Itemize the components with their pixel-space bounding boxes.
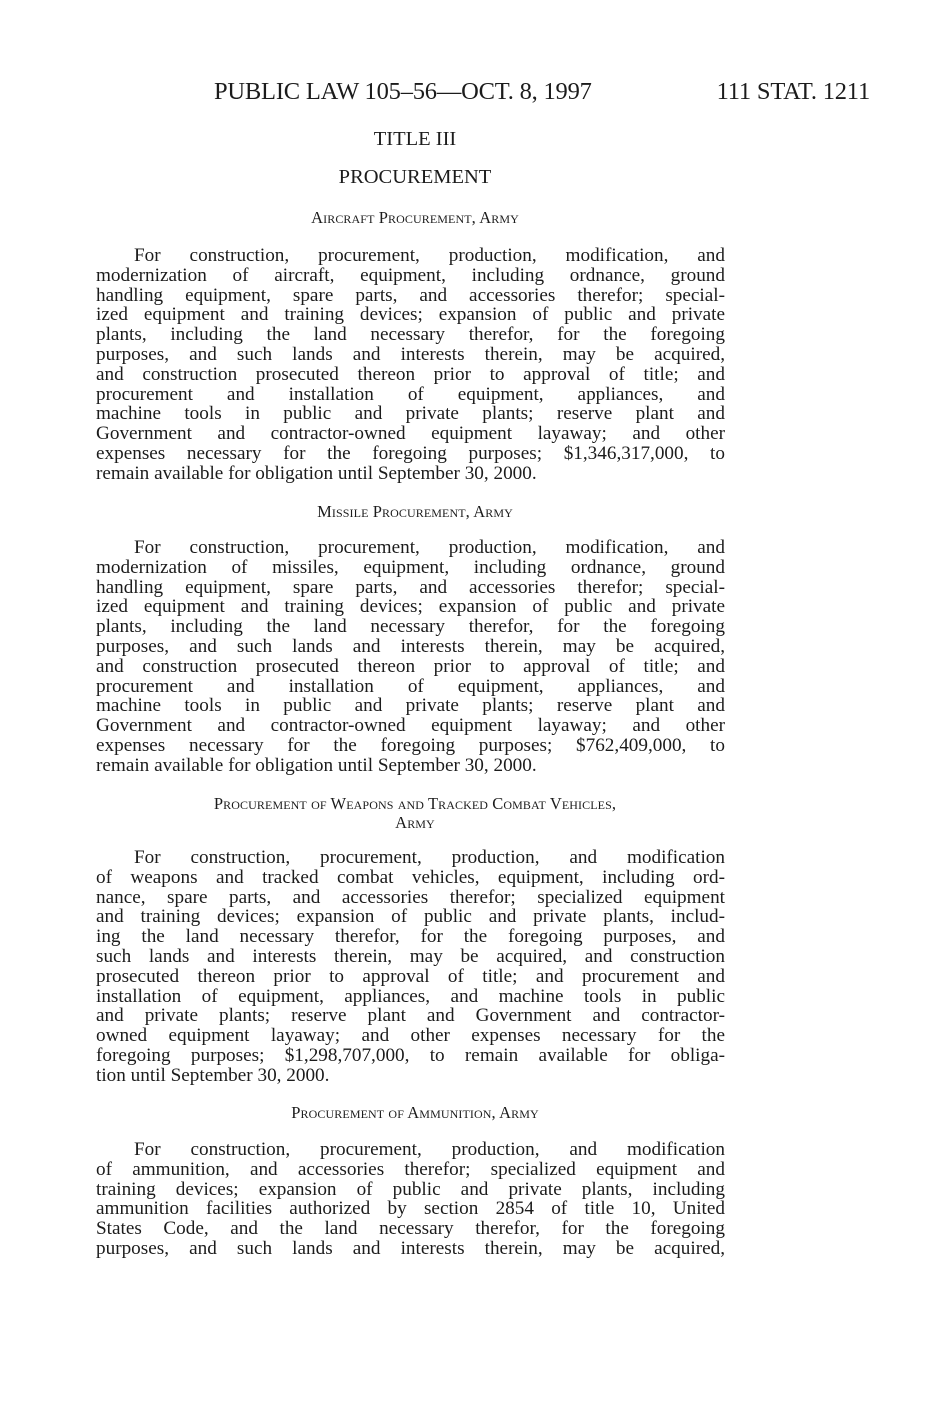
section-body-weapons xyxy=(96,848,725,1086)
statute-page-number: 111 STAT. 1211 xyxy=(716,78,870,105)
text-line: tion until September 30, 2000. xyxy=(96,1064,330,1086)
text-line: remain available for obligation until September 30, 2000. xyxy=(96,462,537,484)
text-line: training devices; expansion of public and private plants, including xyxy=(96,1178,725,1200)
section-heading-ammunition: Procurement of Ammunition, Army xyxy=(291,1103,539,1122)
section-body-missile xyxy=(96,538,725,776)
text-line: machine tools in public and private plants; reserve plant and xyxy=(96,403,725,425)
text-line: expenses necessary for the foregoing purposes; $762,409,000, to xyxy=(96,734,725,756)
text-line: prosecuted thereon prior to approval of title; and procurement and xyxy=(96,965,725,987)
text-line: handling equipment, spare parts, and accessories therefor; special- xyxy=(96,284,725,306)
text-line: purposes, and such lands and interests therein, may be acquired, xyxy=(96,1237,725,1259)
title-number: TITLE III xyxy=(373,128,457,150)
text-line: such lands and interests therein, may be acquired, and construction xyxy=(96,945,725,967)
text-line: installation of equipment, appliances, and machine tools in public xyxy=(96,985,725,1007)
text-line: For construction, procurement, production, modification, and xyxy=(134,537,725,558)
text-line: foregoing purposes; $1,298,707,000, to remain available for obliga- xyxy=(96,1044,725,1066)
text-line: of ammunition, and accessories therefor; specialized equipment and xyxy=(96,1158,725,1180)
section-heading-missile: Missile Procurement, Army xyxy=(317,502,513,521)
text-line: For construction, procurement, production, and modification xyxy=(134,847,725,868)
text-line: and construction prosecuted thereon prior to approval of title; and xyxy=(96,655,725,677)
text-line: of weapons and tracked combat vehicles, equipment, including ord- xyxy=(96,866,725,888)
text-line: modernization of missiles, equipment, including ordnance, ground xyxy=(96,556,725,578)
text-line: ammunition facilities authorized by section 2854 of title 10, United xyxy=(96,1198,725,1220)
text-line: handling equipment, spare parts, and accessories therefor; special- xyxy=(96,576,725,598)
text-line: owned equipment layaway; and other expenses necessary for the xyxy=(96,1025,725,1047)
section-heading-aircraft: Aircraft Procurement, Army xyxy=(311,208,519,227)
text-line: plants, including the land necessary therefor, for the foregoing xyxy=(96,324,725,346)
text-line: modernization of aircraft, equipment, including ordnance, ground xyxy=(96,264,725,286)
section-heading-weapons-line2: Army xyxy=(395,813,435,832)
title-name: PROCUREMENT xyxy=(338,166,492,188)
text-line: machine tools in public and private plants; reserve plant and xyxy=(96,695,725,717)
text-line: and training devices; expansion of public and private plants, includ- xyxy=(96,906,725,928)
text-line: expenses necessary for the foregoing purposes; $1,346,317,000, to xyxy=(96,442,725,464)
text-line: Government and contractor-owned equipment layaway; and other xyxy=(96,423,725,445)
text-line: For construction, procurement, production, modification, and xyxy=(134,245,725,266)
text-line: plants, including the land necessary therefor, for the foregoing xyxy=(96,616,725,638)
text-line: nance, spare parts, and accessories therefor; specialized equipment xyxy=(96,886,725,908)
text-line: ing the land necessary therefor, for the foregoing purposes, and xyxy=(96,926,725,948)
section-body-ammunition xyxy=(96,1140,725,1259)
text-line: Government and contractor-owned equipment layaway; and other xyxy=(96,715,725,737)
public-law-citation: PUBLIC LAW 105–56—OCT. 8, 1997 xyxy=(214,78,592,105)
section-body-aircraft xyxy=(96,246,725,484)
text-line: States Code, and the land necessary therefor, for the foregoing xyxy=(96,1218,725,1240)
text-line: and construction prosecuted thereon prior to approval of title; and xyxy=(96,363,725,385)
text-line: procurement and installation of equipment, appliances, and xyxy=(96,675,725,697)
text-line: For construction, procurement, production, and modification xyxy=(134,1139,725,1160)
text-line: purposes, and such lands and interests therein, may be acquired, xyxy=(96,343,725,365)
text-line: procurement and installation of equipment, appliances, and xyxy=(96,383,725,405)
text-line: and private plants; reserve plant and Government and contractor- xyxy=(96,1005,725,1027)
text-line: remain available for obligation until September 30, 2000. xyxy=(96,754,537,776)
text-line: ized equipment and training devices; expansion of public and private xyxy=(96,304,725,326)
text-line: purposes, and such lands and interests therein, may be acquired, xyxy=(96,635,725,657)
text-line: ized equipment and training devices; expansion of public and private xyxy=(96,596,725,618)
section-heading-weapons: Procurement of Weapons and Tracked Combat Vehicles, xyxy=(213,794,617,813)
